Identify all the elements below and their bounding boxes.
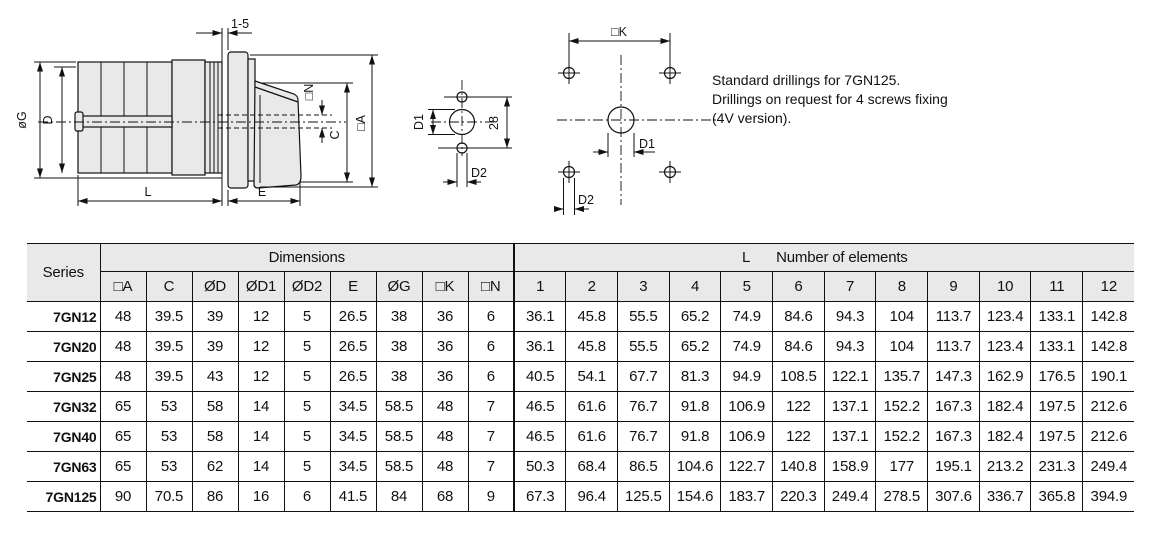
- dimension-column-header: C: [146, 272, 192, 302]
- element-column-header: 4: [669, 272, 721, 302]
- length-cell: 108.5: [773, 362, 825, 392]
- length-cell: 212.6: [1083, 392, 1135, 422]
- dimension-cell: 6: [468, 362, 514, 392]
- table-row: [27, 362, 1134, 392]
- length-cell: 36.1: [514, 332, 566, 362]
- dimension-cell: 5: [284, 332, 330, 362]
- table-row: [27, 332, 1134, 362]
- dimension-column-header: E: [330, 272, 376, 302]
- length-cell: 50.3: [514, 452, 566, 482]
- dimension-cell: 53: [146, 422, 192, 452]
- length-cell: 76.7: [617, 422, 669, 452]
- dimension-cell: 48: [422, 392, 468, 422]
- length-cell: 46.5: [514, 422, 566, 452]
- element-column-header: 1: [514, 272, 566, 302]
- series-cell: 7GN40: [27, 422, 100, 452]
- length-cell: 45.8: [566, 332, 618, 362]
- length-cell: 61.6: [566, 392, 618, 422]
- length-cell: 137.1: [824, 422, 876, 452]
- length-cell: 182.4: [979, 422, 1031, 452]
- length-cell: 195.1: [928, 452, 980, 482]
- dimension-cell: 12: [238, 362, 284, 392]
- dim-label-28: 28: [487, 116, 501, 130]
- element-column-header: 9: [928, 272, 980, 302]
- dim-label-d1: D1: [412, 114, 426, 130]
- elements-group-header: [514, 244, 1134, 272]
- length-cell: 68.4: [566, 452, 618, 482]
- dimension-cell: 5: [284, 452, 330, 482]
- length-cell: 84.6: [773, 332, 825, 362]
- length-cell: 183.7: [721, 482, 773, 512]
- dimension-cell: 36: [422, 332, 468, 362]
- dimension-cell: 70.5: [146, 482, 192, 512]
- dimensions-group-header: Dimensions: [100, 244, 514, 272]
- length-cell: 133.1: [1031, 302, 1083, 332]
- length-cell: 122.7: [721, 452, 773, 482]
- dimension-cell: 36: [422, 362, 468, 392]
- dim-label-e: E: [257, 185, 267, 199]
- dimension-cell: 34.5: [330, 452, 376, 482]
- length-cell: 154.6: [669, 482, 721, 512]
- dimension-cell: 86: [192, 482, 238, 512]
- series-column-header: Series: [27, 244, 100, 302]
- length-cell: 113.7: [928, 302, 980, 332]
- length-cell: 45.8: [566, 302, 618, 332]
- dimension-cell: 39.5: [146, 332, 192, 362]
- element-column-header: 5: [721, 272, 773, 302]
- dimension-cell: 48: [422, 452, 468, 482]
- drilling-note-line2: Drillings on request for 4 screws fixing: [712, 91, 948, 107]
- length-cell: 40.5: [514, 362, 566, 392]
- length-cell: 197.5: [1031, 392, 1083, 422]
- dim-label-a: □A: [354, 115, 368, 131]
- length-cell: 125.5: [617, 482, 669, 512]
- dimension-cell: 26.5: [330, 302, 376, 332]
- dimension-cell: 5: [284, 392, 330, 422]
- length-cell: 365.8: [1031, 482, 1083, 512]
- dimension-cell: 48: [422, 422, 468, 452]
- table-row: [27, 482, 1134, 512]
- length-cell: 167.3: [928, 392, 980, 422]
- dim-label-c: C: [328, 130, 342, 140]
- length-cell: 113.7: [928, 332, 980, 362]
- element-column-header: 11: [1031, 272, 1083, 302]
- dimension-cell: 39: [192, 302, 238, 332]
- dim-label-d2: D2: [578, 193, 594, 207]
- length-cell: 61.6: [566, 422, 618, 452]
- dimension-cell: 5: [284, 302, 330, 332]
- dimension-column-header: ØG: [376, 272, 422, 302]
- length-cell: 104.6: [669, 452, 721, 482]
- dimension-cell: 68: [422, 482, 468, 512]
- length-cell: 94.3: [824, 332, 876, 362]
- length-cell: 55.5: [617, 302, 669, 332]
- length-cell: 123.4: [979, 332, 1031, 362]
- length-cell: 96.4: [566, 482, 618, 512]
- dimension-cell: 65: [100, 392, 146, 422]
- dim-label-d2: D2: [471, 166, 487, 180]
- dimensions-table: [27, 243, 1134, 512]
- length-cell: 220.3: [773, 482, 825, 512]
- dimension-cell: 7: [468, 422, 514, 452]
- length-cell: 91.8: [669, 422, 721, 452]
- dimension-cell: 6: [468, 302, 514, 332]
- element-column-header: 7: [824, 272, 876, 302]
- table-row: [27, 392, 1134, 422]
- length-cell: 106.9: [721, 422, 773, 452]
- dimension-cell: 41.5: [330, 482, 376, 512]
- length-cell: 182.4: [979, 392, 1031, 422]
- length-cell: 123.4: [979, 302, 1031, 332]
- dimension-cell: 38: [376, 332, 422, 362]
- length-cell: 231.3: [1031, 452, 1083, 482]
- table-row: [27, 302, 1134, 332]
- dimension-cell: 5: [284, 422, 330, 452]
- series-cell: 7GN32: [27, 392, 100, 422]
- length-cell: 94.9: [721, 362, 773, 392]
- length-cell: 212.6: [1083, 422, 1135, 452]
- drilling-note: [712, 71, 948, 128]
- length-cell: 336.7: [979, 482, 1031, 512]
- element-column-header: 2: [566, 272, 618, 302]
- corner-holes: [558, 62, 681, 183]
- length-cell: 65.2: [669, 332, 721, 362]
- dimension-cell: 62: [192, 452, 238, 482]
- element-column-header: 10: [979, 272, 1031, 302]
- dimension-cell: 7: [468, 392, 514, 422]
- dimension-cell: 6: [468, 332, 514, 362]
- length-cell: 176.5: [1031, 362, 1083, 392]
- dim-label-gap: 1-5: [231, 17, 250, 31]
- series-cell: 7GN25: [27, 362, 100, 392]
- length-cell: 133.1: [1031, 332, 1083, 362]
- dimension-cell: 36: [422, 302, 468, 332]
- length-cell: 147.3: [928, 362, 980, 392]
- length-cell: 104: [876, 332, 928, 362]
- dimension-cell: 26.5: [330, 362, 376, 392]
- series-cell: 7GN125: [27, 482, 100, 512]
- dimension-column-header: ØD1: [238, 272, 284, 302]
- dim-label-og: øG: [15, 111, 29, 129]
- table-row: [27, 422, 1134, 452]
- dim-label-k: □K: [611, 25, 627, 39]
- dimension-cell: 58: [192, 392, 238, 422]
- dimension-cell: 53: [146, 392, 192, 422]
- drilling-note-line1: Standard drillings for 7GN125.: [712, 72, 901, 88]
- length-cell: 142.8: [1083, 332, 1135, 362]
- dimension-cell: 65: [100, 452, 146, 482]
- length-cell: 162.9: [979, 362, 1031, 392]
- drilling-note-line3: (4V version).: [712, 110, 792, 126]
- dimension-cell: 48: [100, 302, 146, 332]
- dimension-cell: 38: [376, 362, 422, 392]
- dimension-cell: 12: [238, 332, 284, 362]
- l-label: L: [741, 249, 751, 266]
- four-hole-drilling-drawing: [555, 15, 720, 230]
- dimension-column-header: □A: [100, 272, 146, 302]
- length-cell: 122: [773, 422, 825, 452]
- dimension-cell: 65: [100, 422, 146, 452]
- length-cell: 140.8: [773, 452, 825, 482]
- dimension-cell: 14: [238, 422, 284, 452]
- dimension-cell: 34.5: [330, 392, 376, 422]
- length-cell: 278.5: [876, 482, 928, 512]
- dim-label-d1: D1: [639, 137, 655, 151]
- length-cell: 84.6: [773, 302, 825, 332]
- dimension-cell: 34.5: [330, 422, 376, 452]
- side-view-drawing: [10, 15, 390, 230]
- length-cell: 152.2: [876, 392, 928, 422]
- length-cell: 167.3: [928, 422, 980, 452]
- length-cell: 36.1: [514, 302, 566, 332]
- dim-label-n: □N: [302, 83, 316, 101]
- dimension-cell: 90: [100, 482, 146, 512]
- dimension-cell: 6: [284, 482, 330, 512]
- dimension-cell: 12: [238, 302, 284, 332]
- dimension-cell: 9: [468, 482, 514, 512]
- length-cell: 104: [876, 302, 928, 332]
- length-cell: 55.5: [617, 332, 669, 362]
- dimension-cell: 39.5: [146, 302, 192, 332]
- length-cell: 91.8: [669, 392, 721, 422]
- length-cell: 158.9: [824, 452, 876, 482]
- dimension-column-header: □N: [468, 272, 514, 302]
- element-column-header: 8: [876, 272, 928, 302]
- dimension-cell: 14: [238, 392, 284, 422]
- dimension-column-header: ØD2: [284, 272, 330, 302]
- table-row: [27, 452, 1134, 482]
- dimension-column-header: ØD: [192, 272, 238, 302]
- dimension-cell: 58.5: [376, 422, 422, 452]
- dimension-cell: 14: [238, 452, 284, 482]
- length-cell: 81.3: [669, 362, 721, 392]
- length-cell: 67.7: [617, 362, 669, 392]
- dimension-cell: 53: [146, 452, 192, 482]
- dimension-cell: 5: [284, 362, 330, 392]
- dimension-cell: 58.5: [376, 452, 422, 482]
- length-cell: 152.2: [876, 422, 928, 452]
- dim-label-l: L: [144, 185, 152, 199]
- element-column-header: 3: [617, 272, 669, 302]
- dimension-cell: 58: [192, 422, 238, 452]
- dimension-cell: 39: [192, 332, 238, 362]
- dimension-cell: 38: [376, 302, 422, 332]
- length-cell: 135.7: [876, 362, 928, 392]
- dimension-cell: 43: [192, 362, 238, 392]
- length-cell: 190.1: [1083, 362, 1135, 392]
- length-cell: 394.9: [1083, 482, 1135, 512]
- series-cell: 7GN12: [27, 302, 100, 332]
- dim-label-d: D: [41, 115, 55, 125]
- length-cell: 213.2: [979, 452, 1031, 482]
- length-cell: 46.5: [514, 392, 566, 422]
- length-cell: 307.6: [928, 482, 980, 512]
- element-column-header: 12: [1083, 272, 1135, 302]
- series-cell: 7GN20: [27, 332, 100, 362]
- dimension-cell: 84: [376, 482, 422, 512]
- length-cell: 65.2: [669, 302, 721, 332]
- two-hole-drilling-drawing: [395, 55, 565, 220]
- length-cell: 142.8: [1083, 302, 1135, 332]
- length-cell: 76.7: [617, 392, 669, 422]
- dimension-cell: 58.5: [376, 392, 422, 422]
- length-cell: 122.1: [824, 362, 876, 392]
- dimension-cell: 48: [100, 332, 146, 362]
- length-cell: 197.5: [1031, 422, 1083, 452]
- length-cell: 74.9: [721, 302, 773, 332]
- dimension-cell: 16: [238, 482, 284, 512]
- elements-label: Number of elements: [776, 249, 908, 266]
- length-cell: 249.4: [1083, 452, 1135, 482]
- dimension-cell: 26.5: [330, 332, 376, 362]
- length-cell: 74.9: [721, 332, 773, 362]
- length-cell: 106.9: [721, 392, 773, 422]
- element-column-header: 6: [773, 272, 825, 302]
- series-cell: 7GN63: [27, 452, 100, 482]
- dimension-column-header: □K: [422, 272, 468, 302]
- length-cell: 137.1: [824, 392, 876, 422]
- length-cell: 177: [876, 452, 928, 482]
- length-cell: 94.3: [824, 302, 876, 332]
- length-cell: 67.3: [514, 482, 566, 512]
- length-cell: 122: [773, 392, 825, 422]
- length-cell: 249.4: [824, 482, 876, 512]
- dimension-cell: 39.5: [146, 362, 192, 392]
- length-cell: 54.1: [566, 362, 618, 392]
- switch-body: [75, 52, 301, 188]
- length-cell: 86.5: [617, 452, 669, 482]
- dimension-cell: 7: [468, 452, 514, 482]
- dimension-cell: 48: [100, 362, 146, 392]
